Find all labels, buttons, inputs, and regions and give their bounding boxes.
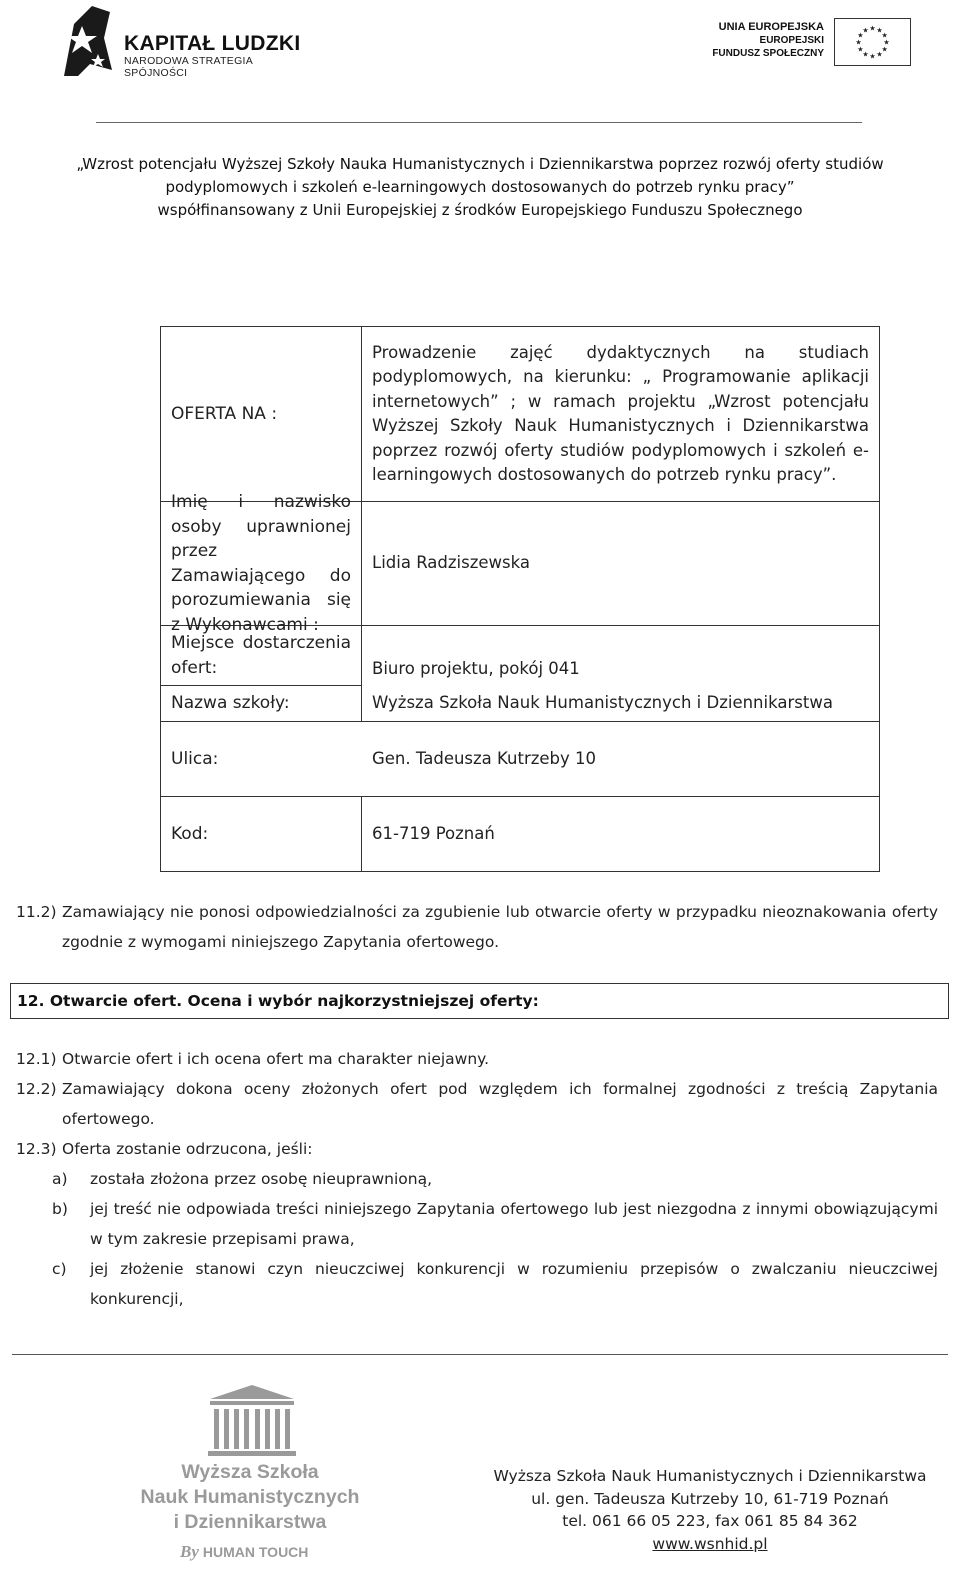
table-cell-value: 61-719 Poznań [372, 823, 495, 843]
paragraph-text: Oferta zostanie odrzucona, jeśli: [62, 1140, 313, 1158]
table-row-street [161, 721, 879, 796]
table-row-offer [161, 327, 879, 501]
project-title [60, 153, 900, 222]
list-item [16, 1254, 938, 1314]
table-row-delivery-place [161, 625, 879, 685]
table-cell-value: Gen. Tadeusza Kutrzeby 10 [372, 748, 597, 768]
table-cell-value: Prowadzenie zajęć dydaktycznych na studiach podyplomowych, na kierunku: „ Programowanie aplikacji internetowych” ; w ramach projektu „Wzrost potencjału Wyższej Szkoły Nauk Humanistycznych i Dziennikarstwa poprzez rozwój oferty studiów podyplomowych i szkoleń e-learningowych dostosowanych do potrzeb rynku pracy”. [372, 342, 869, 484]
table-row-contact-person [161, 492, 879, 635]
table-cell-value: Lidia Radziszewska [372, 553, 530, 573]
eu-logo-line2: EUROPEJSKI [759, 35, 824, 46]
eu-logo-line1: UNIA EUROPEJSKA [718, 21, 824, 33]
paragraph-12-2 [16, 1074, 938, 1134]
eu-star-icon: ★ [857, 31, 864, 40]
list-letter: b) [52, 1200, 68, 1218]
eu-star-icon: ★ [869, 52, 876, 61]
list-letter: c) [52, 1260, 67, 1278]
kapital-ludzki-emblem-icon [52, 4, 118, 78]
eu-logo-line3: FUNDUSZ SPOŁECZNY [712, 48, 824, 59]
list-text: jej złożenie stanowi czyn nieuczciwej konkurencji w rozumieniu przepisów o zwalczaniu nieuczciwej konkurencji, [90, 1260, 938, 1308]
section-12-heading: 12. Otwarcie ofert. Ocena i wybór najkorzystniejszej oferty: [10, 983, 949, 1019]
paragraph-text: Zamawiający dokona oceny złożonych ofert pod względem ich formalnej zgodności z treścią Zapytania ofertowego. [62, 1080, 938, 1128]
eu-flag-icon [834, 18, 911, 66]
table-cell-value: Biuro projektu, pokój 041 [372, 658, 580, 678]
table-cell-label: Ulica: [171, 748, 219, 769]
table-cell-label: Kod: [161, 797, 362, 871]
footer-logo-tagline-text: HUMAN TOUCH [202, 1544, 309, 1560]
offer-table [160, 326, 880, 872]
table-cell-label: Miejsce dostarczenia ofert: [161, 626, 362, 685]
project-title-line1: „Wzrost potencjału Wyższej Szkoły Nauka Humanistycznych i Dziennikarstwa poprzez rozwój oferty studiów [76, 155, 884, 173]
paragraph-number: 12.3) [16, 1140, 57, 1158]
table-cell-label: Imię i nazwisko osoby uprawnionej przez Zamawiającego do porozumiewania się z Wykonawcami : [161, 502, 362, 625]
university-building-icon [204, 1385, 300, 1457]
table-cell-label: OFERTA NA : [161, 327, 362, 501]
footer-logo-by: By [180, 1542, 199, 1561]
footer-contact-info [460, 1465, 960, 1555]
list-text: jej treść nie odpowiada treści niniejszego Zapytania ofertowego lub jest niezgodna z innymi obowiązującymi w tym zakresie przepisami prawa, [90, 1200, 938, 1248]
eu-star-icon: ★ [876, 26, 883, 35]
paragraph-text: Otwarcie ofert i ich ocena ofert ma charakter niejawny. [62, 1050, 490, 1068]
eu-star-icon: ★ [869, 24, 876, 33]
list-letter: a) [52, 1170, 68, 1188]
paragraph-number: 12.1) [16, 1050, 57, 1068]
eu-star-icon: ★ [855, 38, 862, 47]
list-text: została złożona przez osobę nieuprawnioną, [90, 1170, 433, 1188]
footer-divider [12, 1354, 948, 1355]
footer-website-link[interactable]: www.wsnhid.pl [652, 1534, 768, 1553]
project-title-line3: współfinansowany z Unii Europejskiej z środków Europejskiego Funduszu Społecznego [157, 201, 803, 219]
project-title-line2: podyplomowych i szkoleń e-learningowych dostosowanych do potrzeb rynku pracy” [165, 178, 795, 196]
kapital-ludzki-brand: KAPITAŁ LUDZKI [124, 32, 301, 55]
eu-star-icon: ★ [881, 31, 888, 40]
table-cell-label: Nazwa szkoły: [161, 685, 362, 721]
kapital-ludzki-logo [52, 4, 302, 80]
eu-star-icon: ★ [881, 45, 888, 54]
paragraph-number: 12.2) [16, 1080, 57, 1098]
eu-star-icon: ★ [883, 38, 890, 47]
paragraph-12-1 [16, 1044, 938, 1074]
footer-logo-line2: Nauk Humanistycznych [140, 1486, 360, 1508]
footer-phone-fax: tel. 061 66 05 223, fax 061 85 84 362 [562, 1512, 858, 1530]
table-cell-value: Wyższa Szkoła Nauk Humanistycznych i Dziennikarstwa [372, 692, 833, 712]
list-item [16, 1194, 938, 1254]
kapital-ludzki-subtitle: NARODOWA STRATEGIA SPÓJNOŚCI [124, 55, 253, 79]
eu-logo [712, 18, 920, 68]
header-divider [96, 122, 862, 123]
wsnhid-logo [130, 1385, 370, 1575]
table-row-school-name [161, 685, 879, 721]
paragraph-number: 11.2) [16, 903, 57, 921]
footer-address: ul. gen. Tadeusza Kutrzeby 10, 61-719 Poznań [531, 1489, 889, 1508]
paragraph-11-2 [16, 897, 938, 957]
list-item [16, 1164, 938, 1194]
paragraph-text: Zamawiający nie ponosi odpowiedzialności za zgubienie lub otwarcie oferty w przypadku nieoznakowania oferty zgodnie z wymogami niniejszego Zapytania ofertowego. [62, 903, 938, 951]
footer-school-name: Wyższa Szkoła Nauk Humanistycznych i Dziennikarstwa [493, 1467, 927, 1485]
eu-star-icon: ★ [857, 45, 864, 54]
section-12-content [16, 1044, 938, 1314]
eu-star-icon: ★ [876, 50, 883, 59]
footer-logo-line1: Wyższa Szkoła [181, 1461, 319, 1483]
paragraph-12-3 [16, 1134, 938, 1164]
footer-logo-tagline [180, 1542, 308, 1562]
eu-star-icon: ★ [862, 26, 869, 35]
footer-logo-line3: i Dziennikarstwa [173, 1511, 327, 1533]
table-row-postal-code [161, 796, 879, 871]
eu-star-icon: ★ [862, 50, 869, 59]
